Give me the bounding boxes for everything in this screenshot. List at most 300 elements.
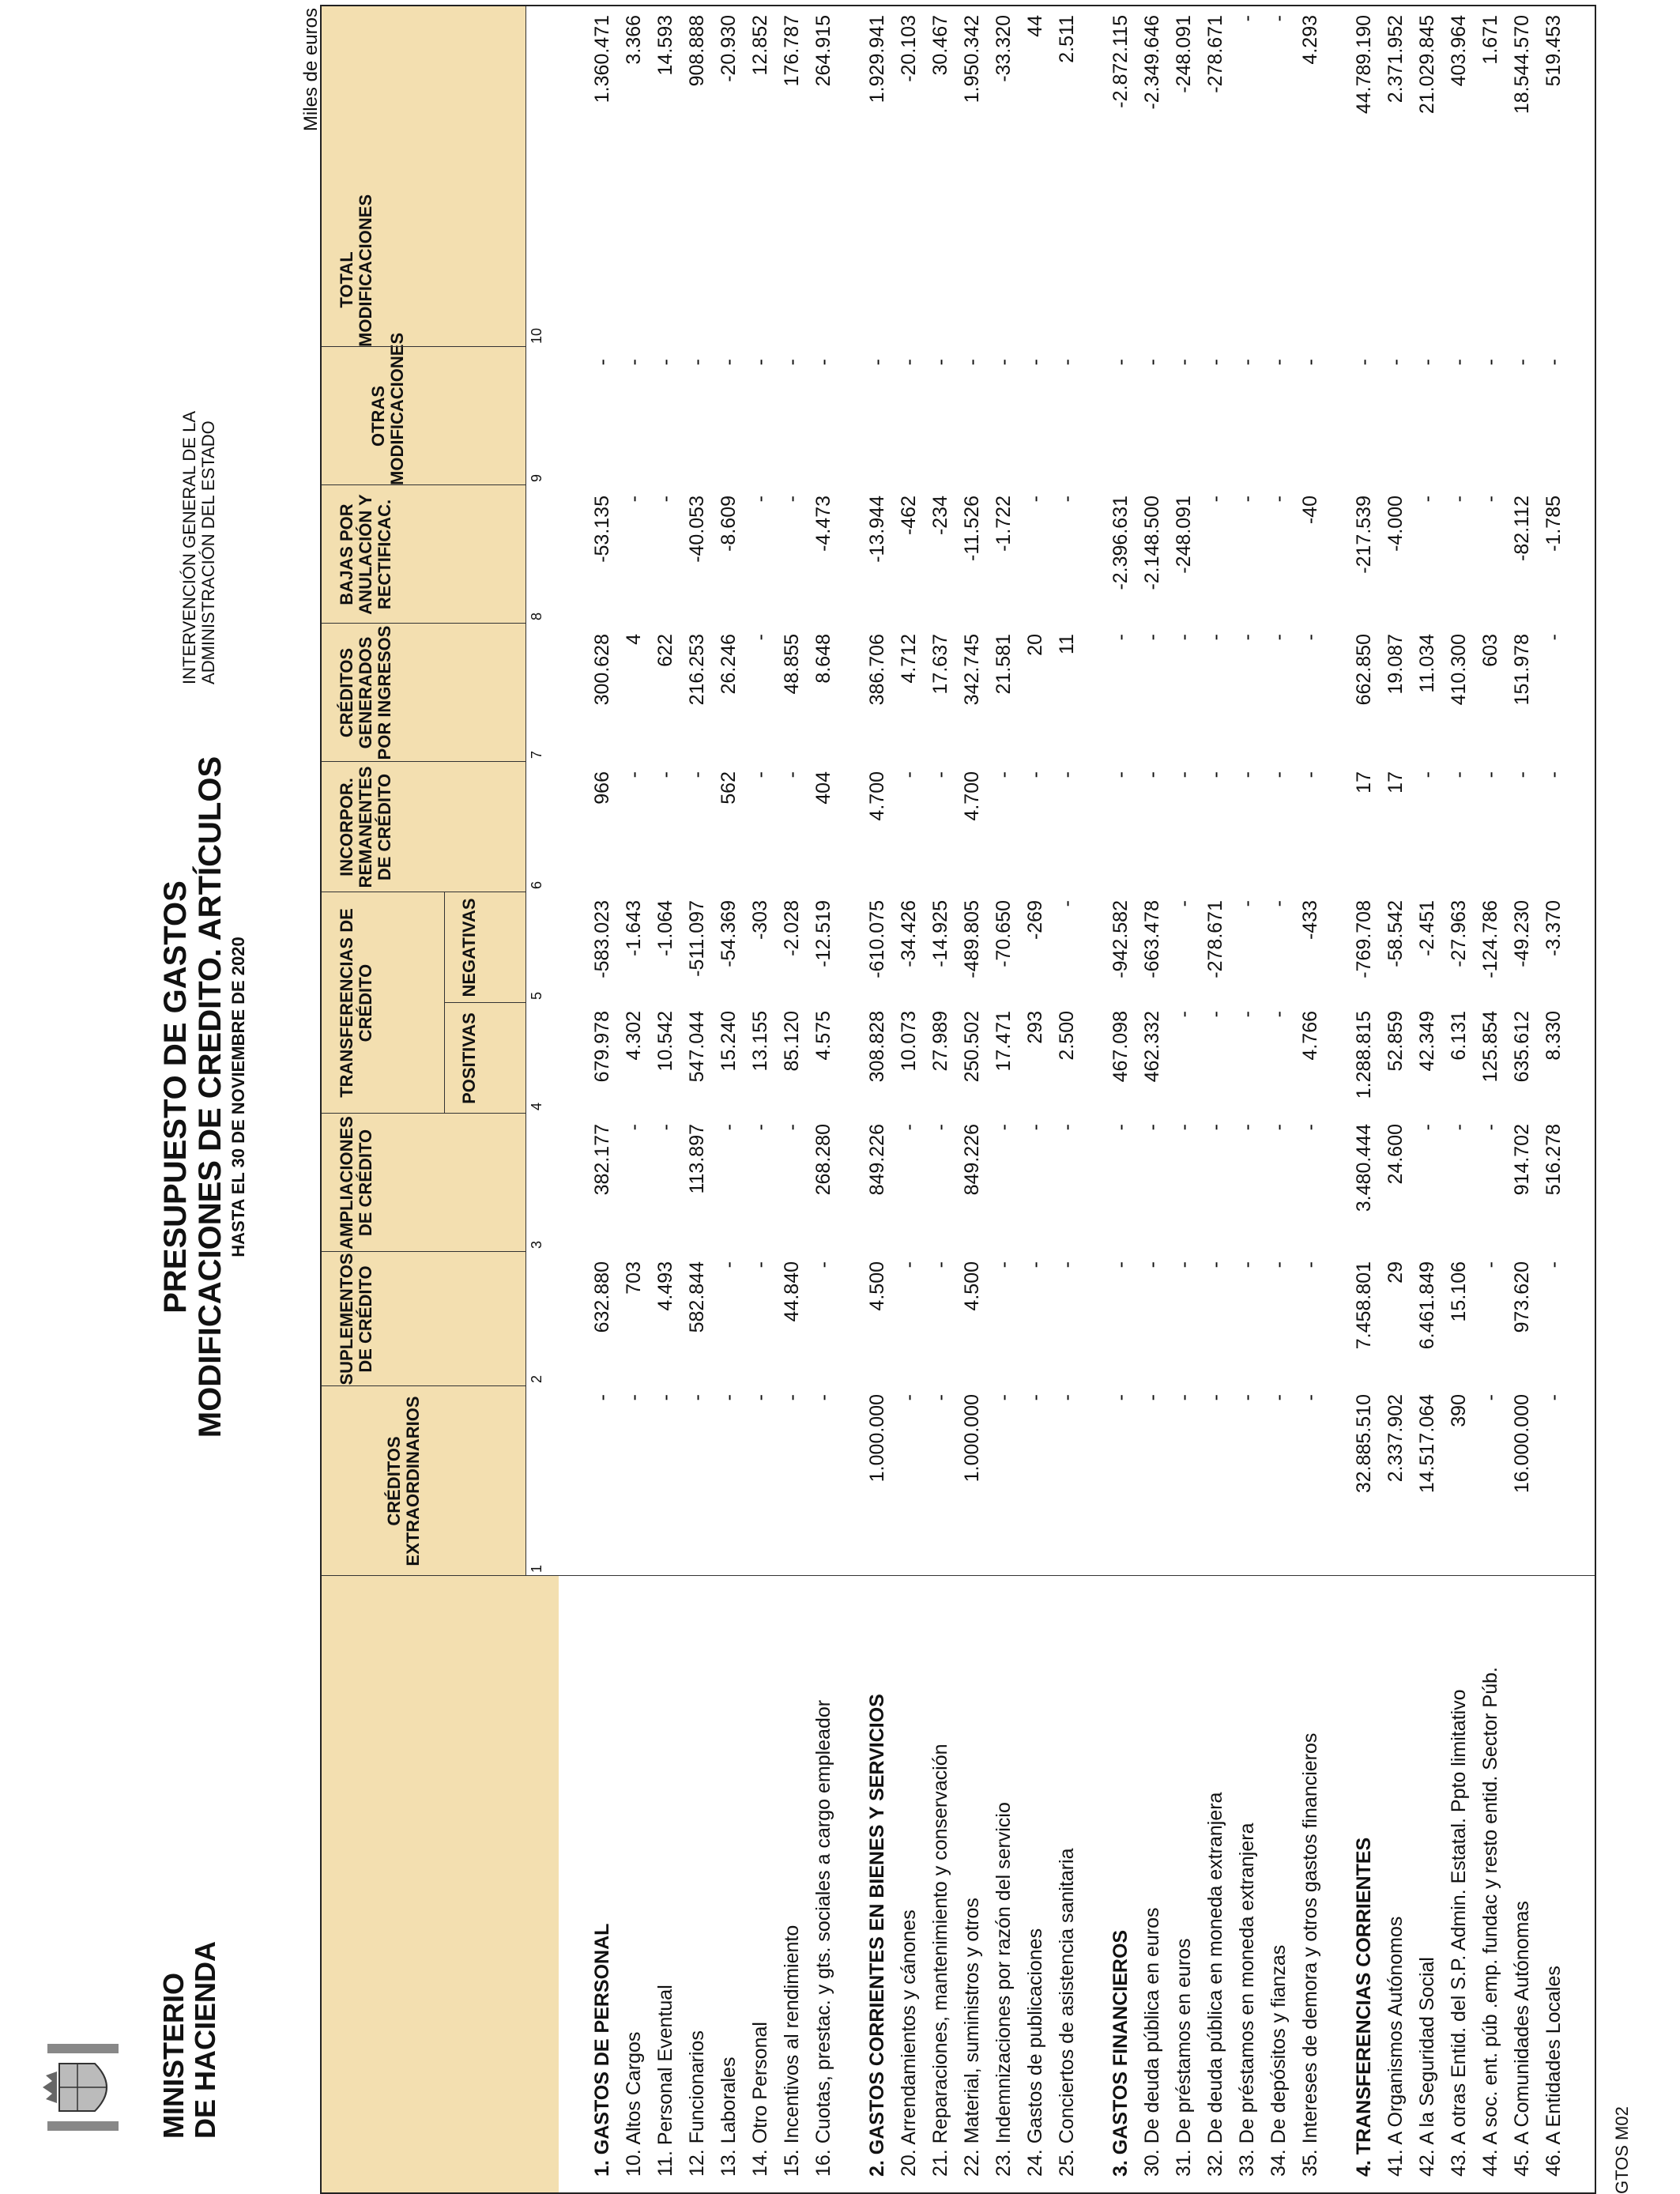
col-number-4: 4 (529, 1102, 544, 1110)
cell-col-2: - (1204, 1261, 1226, 1269)
cell-col-7: 151.978 (1511, 634, 1533, 706)
col-header-transfers: TRANSFERENCIAS DE CRÉDITO (337, 908, 375, 1098)
cell-col-1: - (591, 1394, 613, 1401)
col-number-10: 10 (529, 327, 544, 344)
cell-col-6: - (1236, 771, 1258, 778)
cell-col-2: 6.461.849 (1416, 1261, 1438, 1350)
cell-col-3: 382.177 (591, 1124, 613, 1196)
cell-col-2: - (1141, 1261, 1163, 1269)
cell-col-5: -54.369 (718, 900, 740, 967)
cell-col-1: 390 (1448, 1394, 1470, 1427)
cell-col-7: - (1109, 634, 1132, 641)
cell-col-8: -2.148.500 (1141, 496, 1163, 590)
cell-col-9: - (686, 359, 708, 366)
table-row (1051, 3, 1084, 2192)
row-label: 46. A Entidades Locales (1543, 1966, 1565, 2177)
cell-col-9: - (781, 359, 803, 366)
cell-col-7: 386.706 (866, 634, 888, 706)
col-divider (322, 1113, 525, 1114)
cell-col-9: - (993, 359, 1015, 366)
cell-col-5: -1.643 (623, 900, 645, 956)
cell-col-1: - (898, 1394, 920, 1401)
cell-col-9: - (1204, 359, 1226, 366)
cell-col-5: -489.805 (961, 900, 983, 978)
cell-col-3: - (1024, 1124, 1046, 1131)
cell-col-1: - (1141, 1394, 1163, 1401)
cell-col-1: - (623, 1394, 645, 1401)
cell-col-2: - (1268, 1261, 1290, 1269)
cell-col-2: - (1173, 1261, 1195, 1269)
cell-col-2: - (1109, 1261, 1132, 1269)
cell-col-2: - (898, 1261, 920, 1269)
cell-col-7: 603 (1479, 634, 1501, 667)
table-row (650, 3, 683, 2192)
cell-col-1: - (654, 1394, 676, 1401)
row-label: 24. Gastos de publicaciones (1024, 1928, 1046, 2177)
col-divider (322, 346, 525, 347)
ministry-line1: MINISTERIO (157, 1972, 190, 2139)
cell-col-1: 1.000.000 (961, 1394, 983, 1483)
cell-col-1: 1.000.000 (866, 1394, 888, 1483)
cell-col-4: - (1173, 1011, 1195, 1018)
igae-line1: INTERVENCIÓN GENERAL DE LA (179, 411, 199, 684)
table-row (618, 3, 651, 2192)
cell-col-7: 662.850 (1353, 634, 1375, 706)
table-row (925, 3, 958, 2192)
cell-col-9: - (654, 359, 676, 366)
row-label: 20. Arrendamientos y cánones (898, 1909, 920, 2177)
cell-col-4: 8.330 (1543, 1011, 1565, 1061)
cell-col-1: - (718, 1394, 740, 1401)
cell-col-4: 15.240 (718, 1011, 740, 1072)
cell-col-10: 264.915 (812, 15, 834, 87)
cell-col-8: - (1236, 496, 1258, 503)
cell-col-9: - (1056, 359, 1078, 366)
row-label: 13. Laborales (718, 2056, 740, 2177)
cell-col-4: - (1236, 1011, 1258, 1018)
cell-col-8: - (749, 496, 771, 503)
cell-col-8: -13.944 (866, 496, 888, 563)
row-label: 35. Intereses de demora y otros gastos financieros (1299, 1732, 1321, 2177)
cell-col-10: -2.872.115 (1109, 15, 1132, 108)
cell-col-8: -40.053 (686, 496, 708, 563)
cell-col-9: - (718, 359, 740, 366)
cell-col-8: -40 (1299, 496, 1321, 525)
col-divider (322, 1251, 525, 1252)
cell-col-3: - (1109, 1124, 1132, 1131)
cell-col-5: - (1173, 900, 1195, 907)
cell-col-4: 635.612 (1511, 1011, 1533, 1083)
table-row (1168, 3, 1201, 2192)
row-label: 2. GASTOS CORRIENTES EN BIENES Y SERVICIOS (866, 1694, 888, 2177)
cell-col-5: -27.963 (1448, 900, 1470, 967)
cell-col-4: 462.332 (1141, 1011, 1163, 1083)
cell-col-10: 2.511 (1056, 15, 1078, 63)
cell-col-7: 17.637 (929, 634, 951, 695)
cell-col-7: 11 (1056, 634, 1078, 654)
cell-col-6: - (1024, 771, 1046, 778)
cell-col-8: - (1448, 496, 1470, 503)
cell-col-7: - (1299, 634, 1321, 641)
cell-col-8: -248.091 (1173, 496, 1195, 574)
cell-col-5: -769.708 (1353, 900, 1375, 978)
cell-col-3: - (1056, 1124, 1078, 1131)
row-label: 23. Indemnizaciones por razón del servicio (993, 1802, 1015, 2177)
cell-col-1: - (1204, 1394, 1226, 1401)
col-header-10: TOTAL MODIFICACIONES (337, 194, 375, 347)
cell-col-7: - (1173, 634, 1195, 641)
cell-col-5: -303 (749, 900, 771, 941)
cell-col-6: - (1448, 771, 1470, 778)
col-header-7: CRÉDITOS GENERADOS POR INGRESOS (337, 625, 394, 760)
cell-col-10: 21.029.845 (1416, 15, 1438, 115)
cell-col-4: 4.302 (623, 1011, 645, 1061)
cell-col-9: - (1109, 359, 1132, 366)
cell-col-6: - (781, 771, 803, 778)
table-row (1443, 3, 1476, 2192)
cell-col-4: 2.500 (1056, 1011, 1078, 1061)
cell-col-3: - (1448, 1124, 1470, 1131)
cell-col-10: -20.103 (898, 15, 920, 82)
cell-col-4: 467.098 (1109, 1011, 1132, 1083)
cell-col-2: 632.880 (591, 1261, 613, 1333)
cell-col-5: -49.230 (1511, 900, 1533, 967)
cell-col-7: 48.855 (781, 634, 803, 695)
cell-col-4: 6.131 (1448, 1011, 1470, 1061)
cell-col-8: -11.526 (961, 496, 983, 561)
cell-col-2: - (718, 1261, 740, 1269)
row-label: 30. De deuda pública en euros (1141, 1907, 1163, 2177)
row-label: 32. De deuda pública en moneda extranjera (1204, 1792, 1226, 2177)
cell-col-8: - (1479, 496, 1501, 503)
cell-col-6: - (623, 771, 645, 778)
cell-col-6: - (654, 771, 676, 778)
cell-col-9: - (1141, 359, 1163, 366)
cell-col-9: - (961, 359, 983, 366)
table-row (1105, 3, 1138, 2192)
cell-col-10: 1.671 (1479, 15, 1501, 65)
cell-col-3: - (1268, 1124, 1290, 1131)
cell-col-7: 216.253 (686, 634, 708, 706)
cell-col-4: 679.978 (591, 1011, 613, 1083)
cell-col-5: -124.786 (1479, 900, 1501, 978)
table-row (1380, 3, 1413, 2192)
cell-col-7: 300.628 (591, 634, 613, 706)
cell-col-6: - (1299, 771, 1321, 778)
col-divider (322, 1385, 525, 1386)
cell-col-10: - (1236, 15, 1258, 22)
cell-col-8: -234 (929, 496, 951, 536)
table-row (1506, 3, 1539, 2192)
cell-col-3: - (929, 1124, 951, 1131)
cell-col-3: - (1479, 1124, 1501, 1131)
cell-col-5: -58.542 (1384, 900, 1407, 967)
cell-col-7: 622 (654, 634, 676, 667)
cell-col-7: 20 (1024, 634, 1046, 656)
cell-col-5: -511.097 (686, 900, 708, 977)
cell-col-3: - (718, 1124, 740, 1131)
coat-of-arms-icon (32, 2036, 134, 2139)
footer-code: GTOS M02 (1612, 2106, 1632, 2194)
cell-col-7: - (1268, 634, 1290, 641)
row-label: 45. A Comunidades Autónomas (1511, 1901, 1533, 2177)
table-row (1294, 3, 1328, 2192)
row-label: 21. Reparaciones, mantenimiento y conservación (929, 1744, 951, 2177)
cell-col-5: -12.519 (812, 900, 834, 967)
modifications-table (320, 5, 1596, 2194)
cell-col-5: - (1236, 900, 1258, 907)
cell-col-5: -610.075 (866, 900, 888, 978)
cell-col-10: 403.964 (1448, 15, 1470, 87)
cell-col-4: 42.349 (1416, 1011, 1438, 1072)
cell-col-9: - (591, 359, 613, 366)
cell-col-7: - (1543, 634, 1565, 641)
cell-col-6: 4.700 (961, 771, 983, 821)
col-header-9: OTRAS MODIFICACIONES (368, 332, 407, 485)
cell-col-9: - (1024, 359, 1046, 366)
cell-col-5: -1.064 (654, 900, 676, 956)
cell-col-3: 516.278 (1543, 1124, 1565, 1196)
cell-col-10: - (1268, 15, 1290, 22)
cell-col-2: - (929, 1261, 951, 1269)
row-label: 44. A soc. ent. púb .emp. fundac y resto entid. Sector Púb. (1479, 1667, 1501, 2177)
cell-col-1: - (1109, 1394, 1132, 1401)
cell-col-5: -942.582 (1109, 900, 1132, 978)
cell-col-9: - (1511, 359, 1533, 366)
cell-col-10: 176.787 (781, 15, 803, 87)
row-label: 10. Altos Cargos (623, 2031, 645, 2177)
row-label: 42. A la Seguridad Social (1416, 1957, 1438, 2177)
cell-col-8: - (1024, 496, 1046, 503)
row-label: 41. A Organismos Autónomos (1384, 1916, 1407, 2177)
cell-col-9: - (866, 359, 888, 366)
cell-col-10: 519.453 (1543, 15, 1565, 87)
cell-col-8: -462 (898, 496, 920, 536)
cell-col-8: - (623, 496, 645, 503)
title-line3: HASTA EL 30 DE NOVIEMBRE DE 2020 (228, 937, 248, 1257)
cell-col-8: -4.000 (1384, 496, 1407, 552)
cell-col-7: - (1204, 634, 1226, 641)
cell-col-8: -217.539 (1353, 496, 1375, 574)
cell-col-1: 2.337.902 (1384, 1394, 1407, 1483)
table-row (776, 3, 809, 2192)
row-label: 14. Otro Personal (749, 2022, 771, 2177)
cell-col-6: - (749, 771, 771, 778)
cell-col-5: -34.426 (898, 900, 920, 967)
cell-col-10: -2.349.646 (1141, 15, 1163, 110)
cell-col-2: - (1056, 1261, 1078, 1269)
cell-col-4: 10.073 (898, 1011, 920, 1072)
cell-col-2: 4.500 (961, 1261, 983, 1311)
cell-col-9: - (749, 359, 771, 366)
cell-col-2: - (993, 1261, 1015, 1269)
cell-col-8: - (1268, 496, 1290, 503)
table-row (956, 3, 989, 2192)
table-row (1019, 3, 1053, 2192)
col-divider (322, 484, 525, 485)
cell-col-3: 268.280 (812, 1124, 834, 1196)
cell-col-6: - (1204, 771, 1226, 778)
row-label: 11. Personal Eventual (654, 1985, 676, 2177)
cell-col-6: - (1173, 771, 1195, 778)
col-number-1: 1 (529, 1564, 544, 1573)
col-number-6: 6 (529, 880, 544, 889)
cell-col-4: 547.044 (686, 1011, 708, 1083)
cell-col-7: - (1236, 634, 1258, 641)
table-row (1263, 3, 1296, 2192)
cell-col-1: - (1173, 1394, 1195, 1401)
cell-col-6: - (1511, 771, 1533, 778)
cell-col-3: - (1204, 1124, 1226, 1131)
header-bottom-line (525, 6, 526, 1576)
cell-col-7: 4.712 (898, 634, 920, 684)
cell-col-5: -14.925 (929, 900, 951, 967)
cell-col-1: - (686, 1394, 708, 1401)
cell-col-3: - (781, 1124, 803, 1131)
cell-col-5: -3.370 (1543, 900, 1565, 956)
cell-col-10: 14.593 (654, 15, 676, 76)
cell-col-2: 4.500 (866, 1261, 888, 1311)
col-number-9: 9 (529, 473, 544, 482)
cell-col-2: 582.844 (686, 1261, 708, 1333)
cell-col-6: 17 (1384, 771, 1407, 794)
cell-col-6: 966 (591, 771, 613, 805)
cell-col-1: - (993, 1394, 1015, 1401)
cell-col-3: - (749, 1124, 771, 1131)
col-header-3: AMPLIACIONES DE CRÉDITO (337, 1116, 375, 1250)
cell-col-9: - (1236, 359, 1258, 366)
table-row (1348, 3, 1381, 2192)
cell-col-10: 4.293 (1299, 15, 1321, 65)
row-label: 22. Material, suministros y otros (961, 1898, 983, 2177)
cell-col-5: -70.650 (993, 900, 1015, 967)
cell-col-8: -1.722 (993, 496, 1015, 552)
cell-col-3: - (1236, 1124, 1258, 1131)
cell-col-2: - (1299, 1261, 1321, 1269)
cell-col-7: 11.034 (1416, 634, 1438, 693)
col-number-2: 2 (529, 1374, 544, 1383)
cell-col-3: 849.226 (961, 1124, 983, 1196)
cell-col-10: 1.360.471 (591, 15, 613, 104)
cell-col-6: 4.700 (866, 771, 888, 821)
row-label: 31. De préstamos en euros (1173, 1938, 1195, 2177)
cell-col-4: - (1204, 1011, 1226, 1018)
cell-col-4: 10.542 (654, 1011, 676, 1072)
cell-col-9: - (1299, 359, 1321, 366)
cell-col-3: - (623, 1124, 645, 1131)
cell-col-5: -278.671 (1204, 900, 1226, 978)
cell-col-2: 973.620 (1511, 1261, 1533, 1333)
cell-col-4: 1.288.815 (1353, 1011, 1375, 1099)
cell-col-10: 3.366 (623, 15, 645, 65)
table-row (988, 3, 1021, 2192)
ministry-line2: DE HACIENDA (189, 1940, 221, 2139)
cell-col-2: - (1236, 1261, 1258, 1269)
table-row (1411, 3, 1445, 2192)
table-row (1231, 3, 1264, 2192)
cell-col-3: - (1299, 1124, 1321, 1131)
cell-col-1: - (1299, 1394, 1321, 1401)
cell-col-4: 4.766 (1299, 1011, 1321, 1061)
table-row (1475, 3, 1508, 2192)
cell-col-1: - (749, 1394, 771, 1401)
cell-col-9: - (1448, 359, 1470, 366)
cell-col-8: - (1204, 496, 1226, 503)
cell-col-4: 85.120 (781, 1011, 803, 1072)
cell-col-8: -1.785 (1543, 496, 1565, 552)
title-line2: MODIFICACIONES DE CREDITO. ARTÍCULOS (193, 756, 228, 1438)
cell-col-6: 17 (1353, 771, 1375, 794)
cell-col-3: - (898, 1124, 920, 1131)
cell-col-2: - (749, 1261, 771, 1269)
table-row (893, 3, 926, 2192)
table-row (586, 3, 620, 2192)
cell-col-7: 26.246 (718, 634, 740, 695)
table-row (1136, 3, 1170, 2192)
cell-col-3: 24.600 (1384, 1124, 1407, 1185)
table-row (713, 3, 746, 2192)
cell-col-1: - (1479, 1394, 1501, 1401)
cell-col-1: - (929, 1394, 951, 1401)
cell-col-8: -53.135 (591, 496, 613, 563)
cell-col-6: - (1109, 771, 1132, 778)
table-row (1538, 3, 1571, 2192)
cell-col-5: -433 (1299, 900, 1321, 941)
col-number-3: 3 (529, 1240, 544, 1249)
cell-col-4: - (1268, 1011, 1290, 1018)
table-row (681, 3, 714, 2192)
cell-col-8: -2.396.631 (1109, 496, 1132, 590)
cell-col-6: 404 (812, 771, 834, 805)
cell-col-5: - (1056, 900, 1078, 907)
cell-col-9: - (1543, 359, 1565, 366)
cell-col-3: - (993, 1124, 1015, 1131)
page-title (158, 0, 250, 2194)
cell-col-4: 4.575 (812, 1011, 834, 1061)
cell-col-7: 4 (623, 634, 645, 645)
row-label: 15. Incentivos al rendimiento (781, 1924, 803, 2177)
row-label: 43. A otras Entid. del S.P. Admin. Estatal. Ppto limitativo (1448, 1689, 1470, 2177)
transfers-divider (444, 892, 445, 1114)
cell-col-6: - (1268, 771, 1290, 778)
cell-col-10: 908.888 (686, 15, 708, 87)
cell-col-6: - (1479, 771, 1501, 778)
cell-col-2: 44.840 (781, 1261, 803, 1322)
cell-col-5: -2.451 (1416, 900, 1438, 956)
cell-col-5: -583.023 (591, 900, 613, 978)
cell-col-1: - (1024, 1394, 1046, 1401)
cell-col-9: - (898, 359, 920, 366)
cell-col-6: 562 (718, 771, 740, 805)
cell-col-3: 3.480.444 (1353, 1124, 1375, 1212)
cell-col-3: - (1416, 1124, 1438, 1131)
cell-col-10: -278.671 (1204, 15, 1226, 93)
cell-col-5: -2.028 (781, 900, 803, 956)
cell-col-7: - (749, 634, 771, 641)
cell-col-1: - (1543, 1394, 1565, 1401)
col-header-2: SUPLEMENTOS DE CRÉDITO (337, 1253, 375, 1385)
cell-col-4: 125.854 (1479, 1011, 1501, 1083)
cell-col-2: 29 (1384, 1261, 1407, 1284)
cell-col-4: 27.989 (929, 1011, 951, 1072)
cell-col-3: 849.226 (866, 1124, 888, 1196)
cell-col-2: 703 (623, 1261, 645, 1295)
row-label: 34. De depósitos y fianzas (1268, 1944, 1290, 2177)
cell-col-2: 15.106 (1448, 1261, 1470, 1322)
cell-col-3: 113.897 (686, 1124, 708, 1194)
cell-col-8: - (1056, 496, 1078, 503)
cell-col-1: - (781, 1394, 803, 1401)
